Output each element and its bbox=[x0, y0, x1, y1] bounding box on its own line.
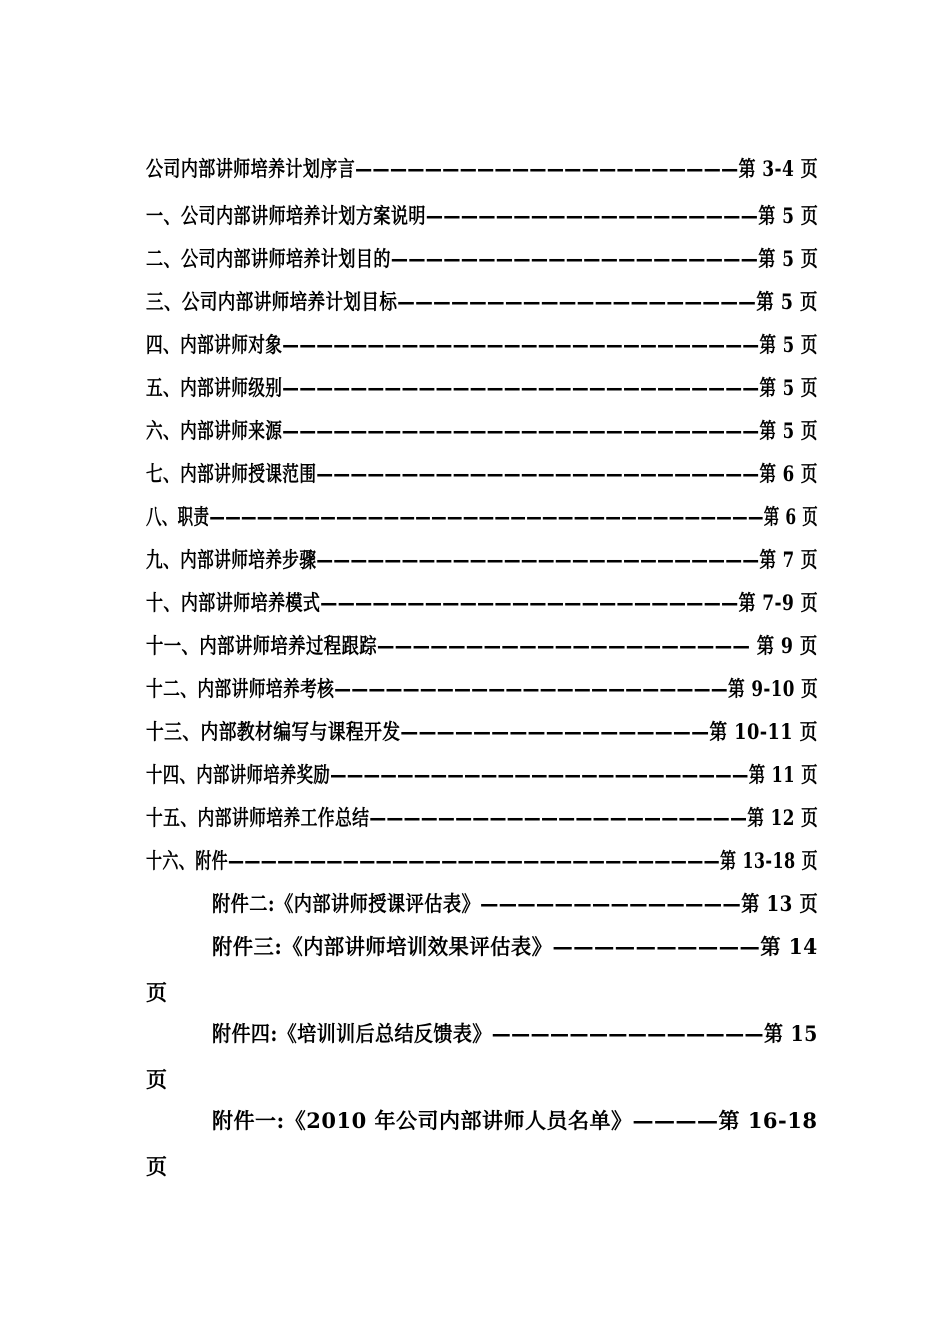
toc-entry-7: 七、内部讲师授课范围——————————————————————————第 6 页 bbox=[146, 461, 818, 486]
toc-appendix-3: 附件三:《内部讲师培训效果评估表》——————————第 14 bbox=[212, 934, 818, 959]
toc-entry-12: 十二、内部讲师培养考核———————————————————————第 9-10 页 bbox=[146, 676, 819, 701]
toc-entry-6: 六、内部讲师来源————————————————————————————第 5 页 bbox=[146, 418, 818, 443]
toc-entry-5: 五、内部讲师级别————————————————————————————第 5 页 bbox=[146, 375, 818, 400]
toc-entry-preface: 公司内部讲师培养计划序言——————————————————————第 3-4 页 bbox=[146, 156, 819, 181]
toc-appendix-4-wrap: 页 bbox=[146, 1067, 168, 1092]
toc-entry-8: 八、职责———————————————————————————————————第 6 页 bbox=[146, 504, 819, 529]
toc-entry-9: 九、内部讲师培养步骤——————————————————————————第 7 页 bbox=[146, 547, 818, 572]
toc-entry-2: 二、公司内部讲师培养计划目的—————————————————————第 5 页 bbox=[146, 246, 819, 271]
toc-entry-11: 十一、内部讲师培养过程跟踪————————————————————— 第 9 页 bbox=[146, 633, 818, 658]
toc-appendix-3-wrap: 页 bbox=[146, 980, 168, 1005]
toc-entry-4: 四、内部讲师对象————————————————————————————第 5 页 bbox=[146, 332, 818, 357]
toc-entry-1: 一、公司内部讲师培养计划方案说明———————————————————第 5 页 bbox=[146, 203, 819, 228]
toc-entry-15: 十五、内部讲师培养工作总结——————————————————————第 12 页 bbox=[146, 805, 819, 830]
toc-entry-3: 三、公司内部讲师培养计划目标————————————————————第 5 页 bbox=[146, 289, 818, 314]
toc-entry-13: 十三、内部教材编写与课程开发—————————————————第 10-11 页 bbox=[146, 719, 818, 744]
toc-entry-14: 十四、内部讲师培养奖励—————————————————————————第 11 页 bbox=[146, 762, 818, 787]
toc-appendix-1-wrap: 页 bbox=[146, 1154, 168, 1179]
toc-appendix-4: 附件四:《培训训后总结反馈表》——————————————第 15 bbox=[212, 1021, 818, 1046]
toc-entry-16: 十六、附件——————————————————————————————第 13-18 页 bbox=[146, 848, 818, 873]
toc-appendix-2: 附件二:《内部讲师授课评估表》——————————————第 13 页 bbox=[212, 891, 819, 916]
toc-appendix-1: 附件一:《2010 年公司内部讲师人员名单》————第 16-18 bbox=[212, 1108, 818, 1133]
toc-entry-10: 十、内部讲师培养模式————————————————————————第 7-9 页 bbox=[146, 590, 819, 615]
